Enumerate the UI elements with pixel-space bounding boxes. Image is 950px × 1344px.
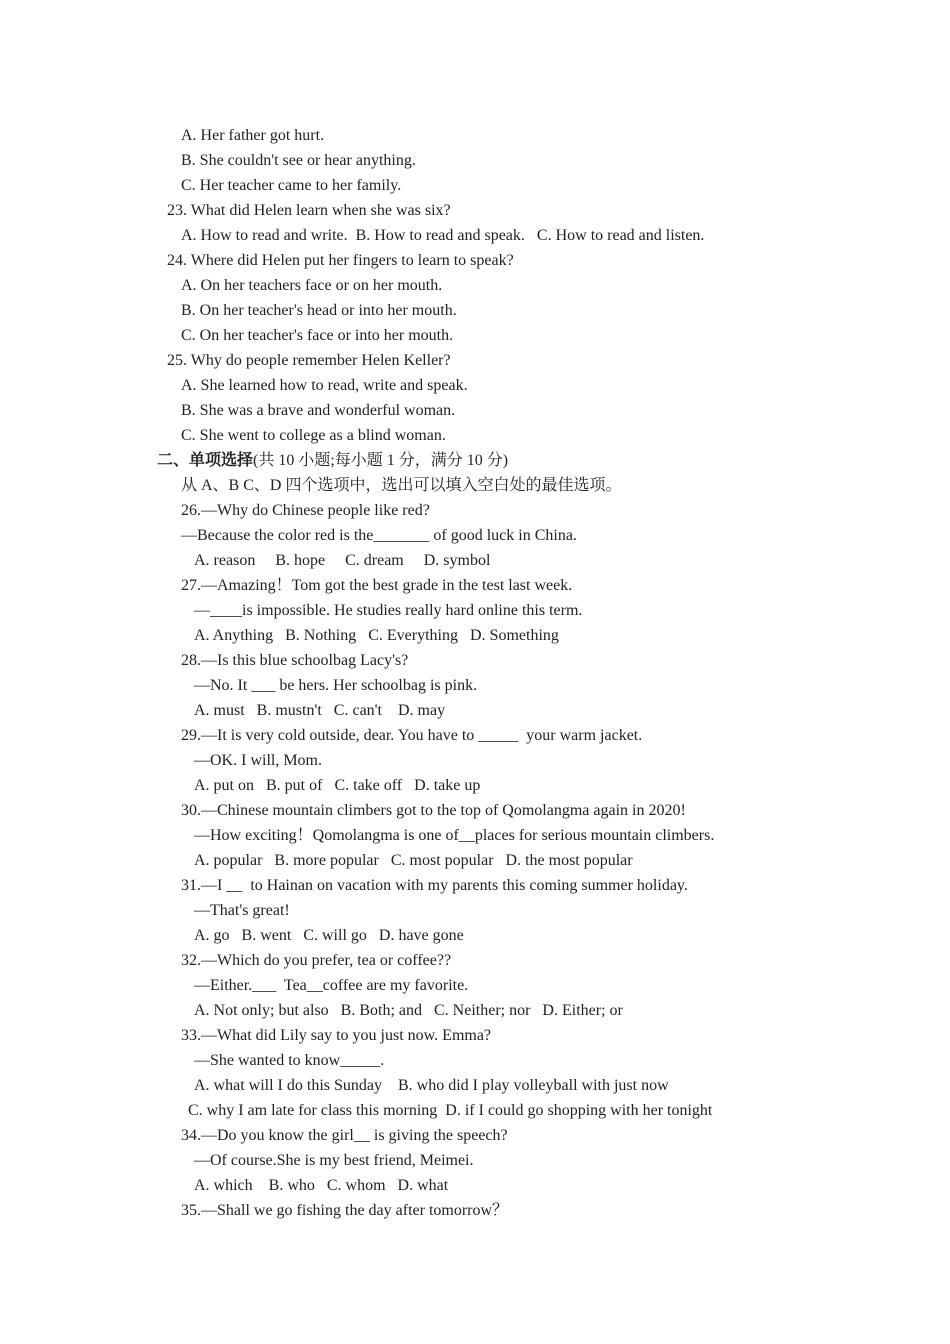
q25-option-c: C. She went to college as a blind woman. [181, 427, 446, 444]
q24-question: 24. Where did Helen put her fingers to learn to speak? [167, 252, 514, 269]
q32-question: 32.—Which do you prefer, tea or coffee?? [181, 952, 452, 969]
q30-question: 30.—Chinese mountain climbers got to the top of Qomolangma again in 2020! [181, 802, 686, 819]
q25-question: 25. Why do people remember Helen Keller? [167, 352, 451, 369]
section2-heading [157, 451, 508, 471]
section2-instruction: 从 A、B C、D 四个选项中，选出可以填入空白处的最佳选项。 [181, 477, 622, 494]
q30-options: A. popular B. more popular C. most popular D. the most popular [194, 852, 633, 869]
q34-question: 34.—Do you know the girl__ is giving the speech? [181, 1127, 508, 1144]
q24-option-a: A. On her teachers face or on her mouth. [181, 277, 443, 294]
q27-question: 27.—Amazing！Tom got the best grade in the test last week. [181, 577, 573, 594]
q34-answer-line: —Of course.She is my best friend, Meimei. [194, 1152, 474, 1169]
q26-options: A. reason B. hope C. dream D. symbol [194, 552, 491, 569]
q32-options: A. Not only; but also B. Both; and C. Neither; nor D. Either; or [194, 1002, 623, 1019]
q25-option-b: B. She was a brave and wonderful woman. [181, 402, 456, 419]
q29-question: 29.—It is very cold outside, dear. You have to _____ your warm jacket. [181, 727, 643, 744]
q30-answer-line: —How exciting！Qomolangma is one of__places for serious mountain climbers. [194, 827, 715, 844]
q34-options: A. which B. who C. whom D. what [194, 1177, 449, 1194]
section2-heading-detail: (共 10 小题;每小题 1 分，满分 10 分) [253, 452, 509, 469]
q24-option-b: B. On her teacher's head or into her mouth. [181, 302, 457, 319]
q25-option-a: A. She learned how to read, write and speak. [181, 377, 468, 394]
q35-question: 35.—Shall we go fishing the day after tomorrow？ [181, 1202, 509, 1219]
section2-heading-bold: 二、单项选择 [157, 452, 254, 469]
q29-options: A. put on B. put of C. take off D. take up [194, 777, 481, 794]
q28-question: 28.—Is this blue schoolbag Lacy's? [181, 652, 409, 669]
q22-option-c: C. Her teacher came to her family. [181, 177, 402, 194]
q31-options: A. go B. went C. will go D. have gone [194, 927, 464, 944]
q31-answer-line: —That's great! [194, 902, 290, 919]
q33-answer-line: —She wanted to know_____. [194, 1052, 385, 1069]
q26-question: 26.—Why do Chinese people like red? [181, 502, 430, 519]
q31-question: 31.—I __ to Hainan on vacation with my parents this coming summer holiday. [181, 877, 688, 894]
q24-option-c: C. On her teacher's face or into her mouth. [181, 327, 454, 344]
q32-answer-line: —Either.___ Tea__coffee are my favorite. [194, 977, 469, 994]
q28-options: A. must B. mustn't C. can't D. may [194, 702, 446, 719]
q22-option-a: A. Her father got hurt. [181, 127, 325, 144]
q23-question: 23. What did Helen learn when she was six? [167, 202, 451, 219]
q33-question: 33.—What did Lily say to you just now. Emma? [181, 1027, 492, 1044]
q22-option-b: B. She couldn't see or hear anything. [181, 152, 416, 169]
q29-answer-line: —OK. I will, Mom. [194, 752, 322, 769]
q27-answer-line: —____is impossible. He studies really hard online this term. [194, 602, 583, 619]
q33-options-cd: C. why I am late for class this morning D. if I could go shopping with her tonight [188, 1102, 713, 1119]
q28-answer-line: —No. It ___ be hers. Her schoolbag is pink. [194, 677, 478, 694]
q26-answer-line: —Because the color red is the_______ of good luck in China. [181, 527, 577, 544]
q27-options: A. Anything B. Nothing C. Everything D. Something [194, 627, 559, 644]
q33-options-ab: A. what will I do this Sunday B. who did I play volleyball with just now [194, 1077, 669, 1094]
q23-options: A. How to read and write. B. How to read and speak. C. How to read and listen. [181, 227, 705, 244]
